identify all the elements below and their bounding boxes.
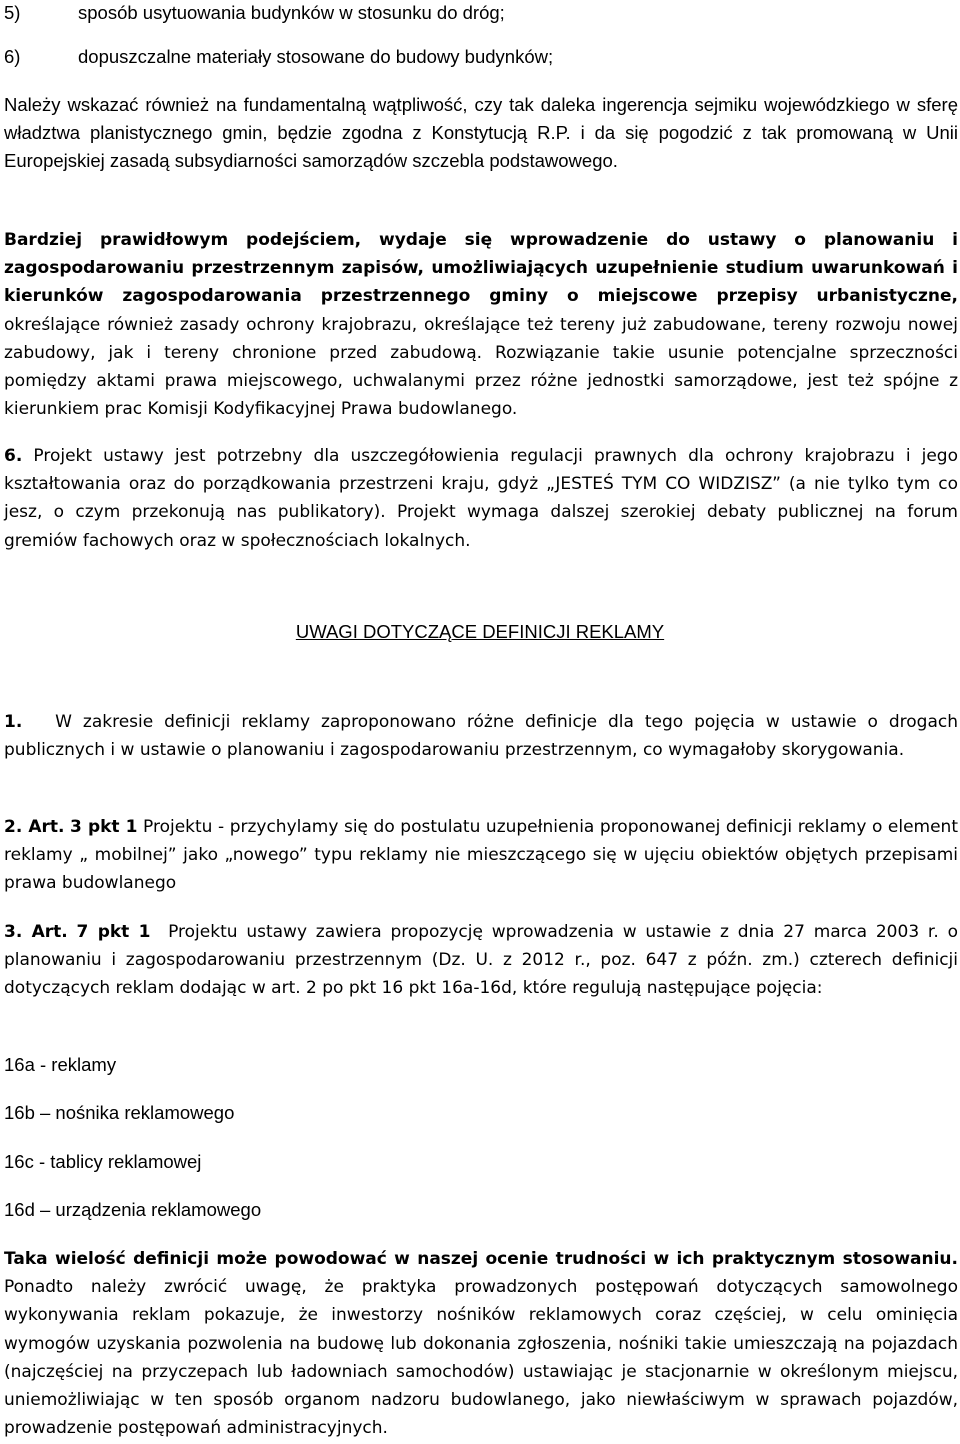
remark-1-text: W zakresie definicji reklamy zaproponowano różne definicje dla tego pojęcia w ustawie o drogach publicznych i w ustawie o planowaniu i zagospodarowaniu przestrzennym, co wymagałoby skorygowania. (4, 712, 958, 761)
proposal-bold-text: Bardziej prawidłowym podejściem, wydaje się wprowadzenie do ustawy o planowaniu i zagospodarowaniu przestrzennym zapisów, umożliwiających uzupełnienie studium uwarunkowań i kierunków zagospodarowania przestrzennego gminy o miejscowe przepisy urbanistyczne, (4, 230, 958, 307)
point-6-number: 6. (4, 446, 23, 466)
proposal-paragraph (4, 226, 958, 423)
list-item-number: 5) (4, 2, 21, 23)
definition-item: 16b – nośnika reklamowego (4, 1102, 235, 1123)
list-item-6 (4, 43, 554, 71)
remark-3-text: Projektu ustawy zawiera propozycję wprowadzenia w ustawie z dnia 27 marca 2003 r. o planowaniu i zagospodarowaniu przestrzennym (Dz. U. z 2012 r., poz. 647 z późn. zm.) czterech definicji dotyczących reklam dodając w art. 2 po pkt 16 pkt 16a-16d, które regulują następujące pojęcia: (4, 922, 958, 999)
remark-1-number: 1. (4, 712, 23, 732)
final-text: Ponadto należy zwrócić uwagę, że praktyka prowadzonych postępowań dotyczących samowolnego wykonywania reklam pokazuje, że inwestorzy nośników reklamowych coraz częściej, w celu ominięcia wymogów uzyskania pozwolenia na budowę lub dokonania zgłoszenia, nośniki takie umieszczają na pojazdach (najczęściej na przyczepach lub ładowniach samochodów) ustawiając je stacjonarnie w określonym miejscu, uniemożliwiając w ten sposób organom nadzoru budowlanego, jako niewłaściwym w sprawach pojazdów, prowadzenie postępowań administracyjnych. (4, 1277, 958, 1439)
definition-item: 16a - reklamy (4, 1054, 117, 1075)
list-item-number: 6) (4, 46, 21, 67)
remark-1-paragraph (4, 708, 958, 764)
section-heading: UWAGI DOTYCZĄCE DEFINICJI REKLAMY (295, 621, 665, 642)
definition-item: 16c - tablicy reklamowej (4, 1151, 202, 1172)
final-bold-text: Taka wielość definicji może powodować w naszej ocenie trudności w ich praktycznym stosowaniu. (4, 1249, 958, 1269)
point-6-text: Projekt ustawy jest potrzebny dla uszczegółowienia regulacji prawnych dla ochrony krajobrazu i jego kształtowania oraz do porządkowania przestrzeni kraju, gdyż „JESTEŚ TYM CO WIDZISZ” (a nie tylko tym co jesz, o czym przekonują nas publikatory). Projekt wymaga dalszej szerokiej debaty publicznej na forum gremiów fachowych oraz w społecznościach lokalnych. (4, 446, 958, 551)
final-paragraph (4, 1245, 958, 1442)
remark-2-label: 2. Art. (4, 817, 65, 837)
point-6-paragraph (4, 442, 958, 555)
remark-3-paragraph (4, 918, 958, 1003)
proposal-text: określające również zasady ochrony krajobrazu, określające też tereny już zabudowane, tereny rozwoju nowej zabudowy, jak i tereny chronione przed zabudową. Rozwiązanie takie usunie potencjalne sprzeczności pomiędzy aktami prawa miejscowego, uchwalanymi przez różne jednostki samorządowe, jest też spójne z kierunkiem prac Komisji Kodyfikacyjnej Prawa budowlanego. (4, 314, 958, 420)
remark-3-label: 3. Art. (4, 922, 68, 942)
remark-3-ref: 7 pkt 1 (76, 922, 151, 942)
remark-2-ref: 3 pkt 1 (70, 817, 138, 837)
remark-2-paragraph (4, 813, 958, 898)
list-item-text: dopuszczalne materiały stosowane do budowy budynków; (78, 46, 554, 67)
definition-item: 16d – urządzenia reklamowego (4, 1199, 262, 1220)
list-item-text: sposób usytuowania budynków w stosunku do dróg; (78, 2, 505, 23)
list-item-5 (4, 0, 505, 27)
intro-paragraph: Należy wskazać również na fundamentalną wątpliwość, czy tak daleka ingerencja sejmiku wojewódzkiego w sferę władztwa planistycznego gmin, będzie zgodna z Konstytucją R.P. i da się pogodzić z tak promowaną w Unii Europejskiej zasadą subsydiarności samorządów szczebla podstawowego. (4, 94, 958, 172)
remark-2-text: Projektu - przychylamy się do postulatu uzupełnienia proponowanej definicji reklamy o element reklamy „ mobilnej” jako „nowego” typu reklamy nie mieszczącego się w ujęciu obiektów objętych przepisami prawa budowlanego (4, 817, 958, 894)
